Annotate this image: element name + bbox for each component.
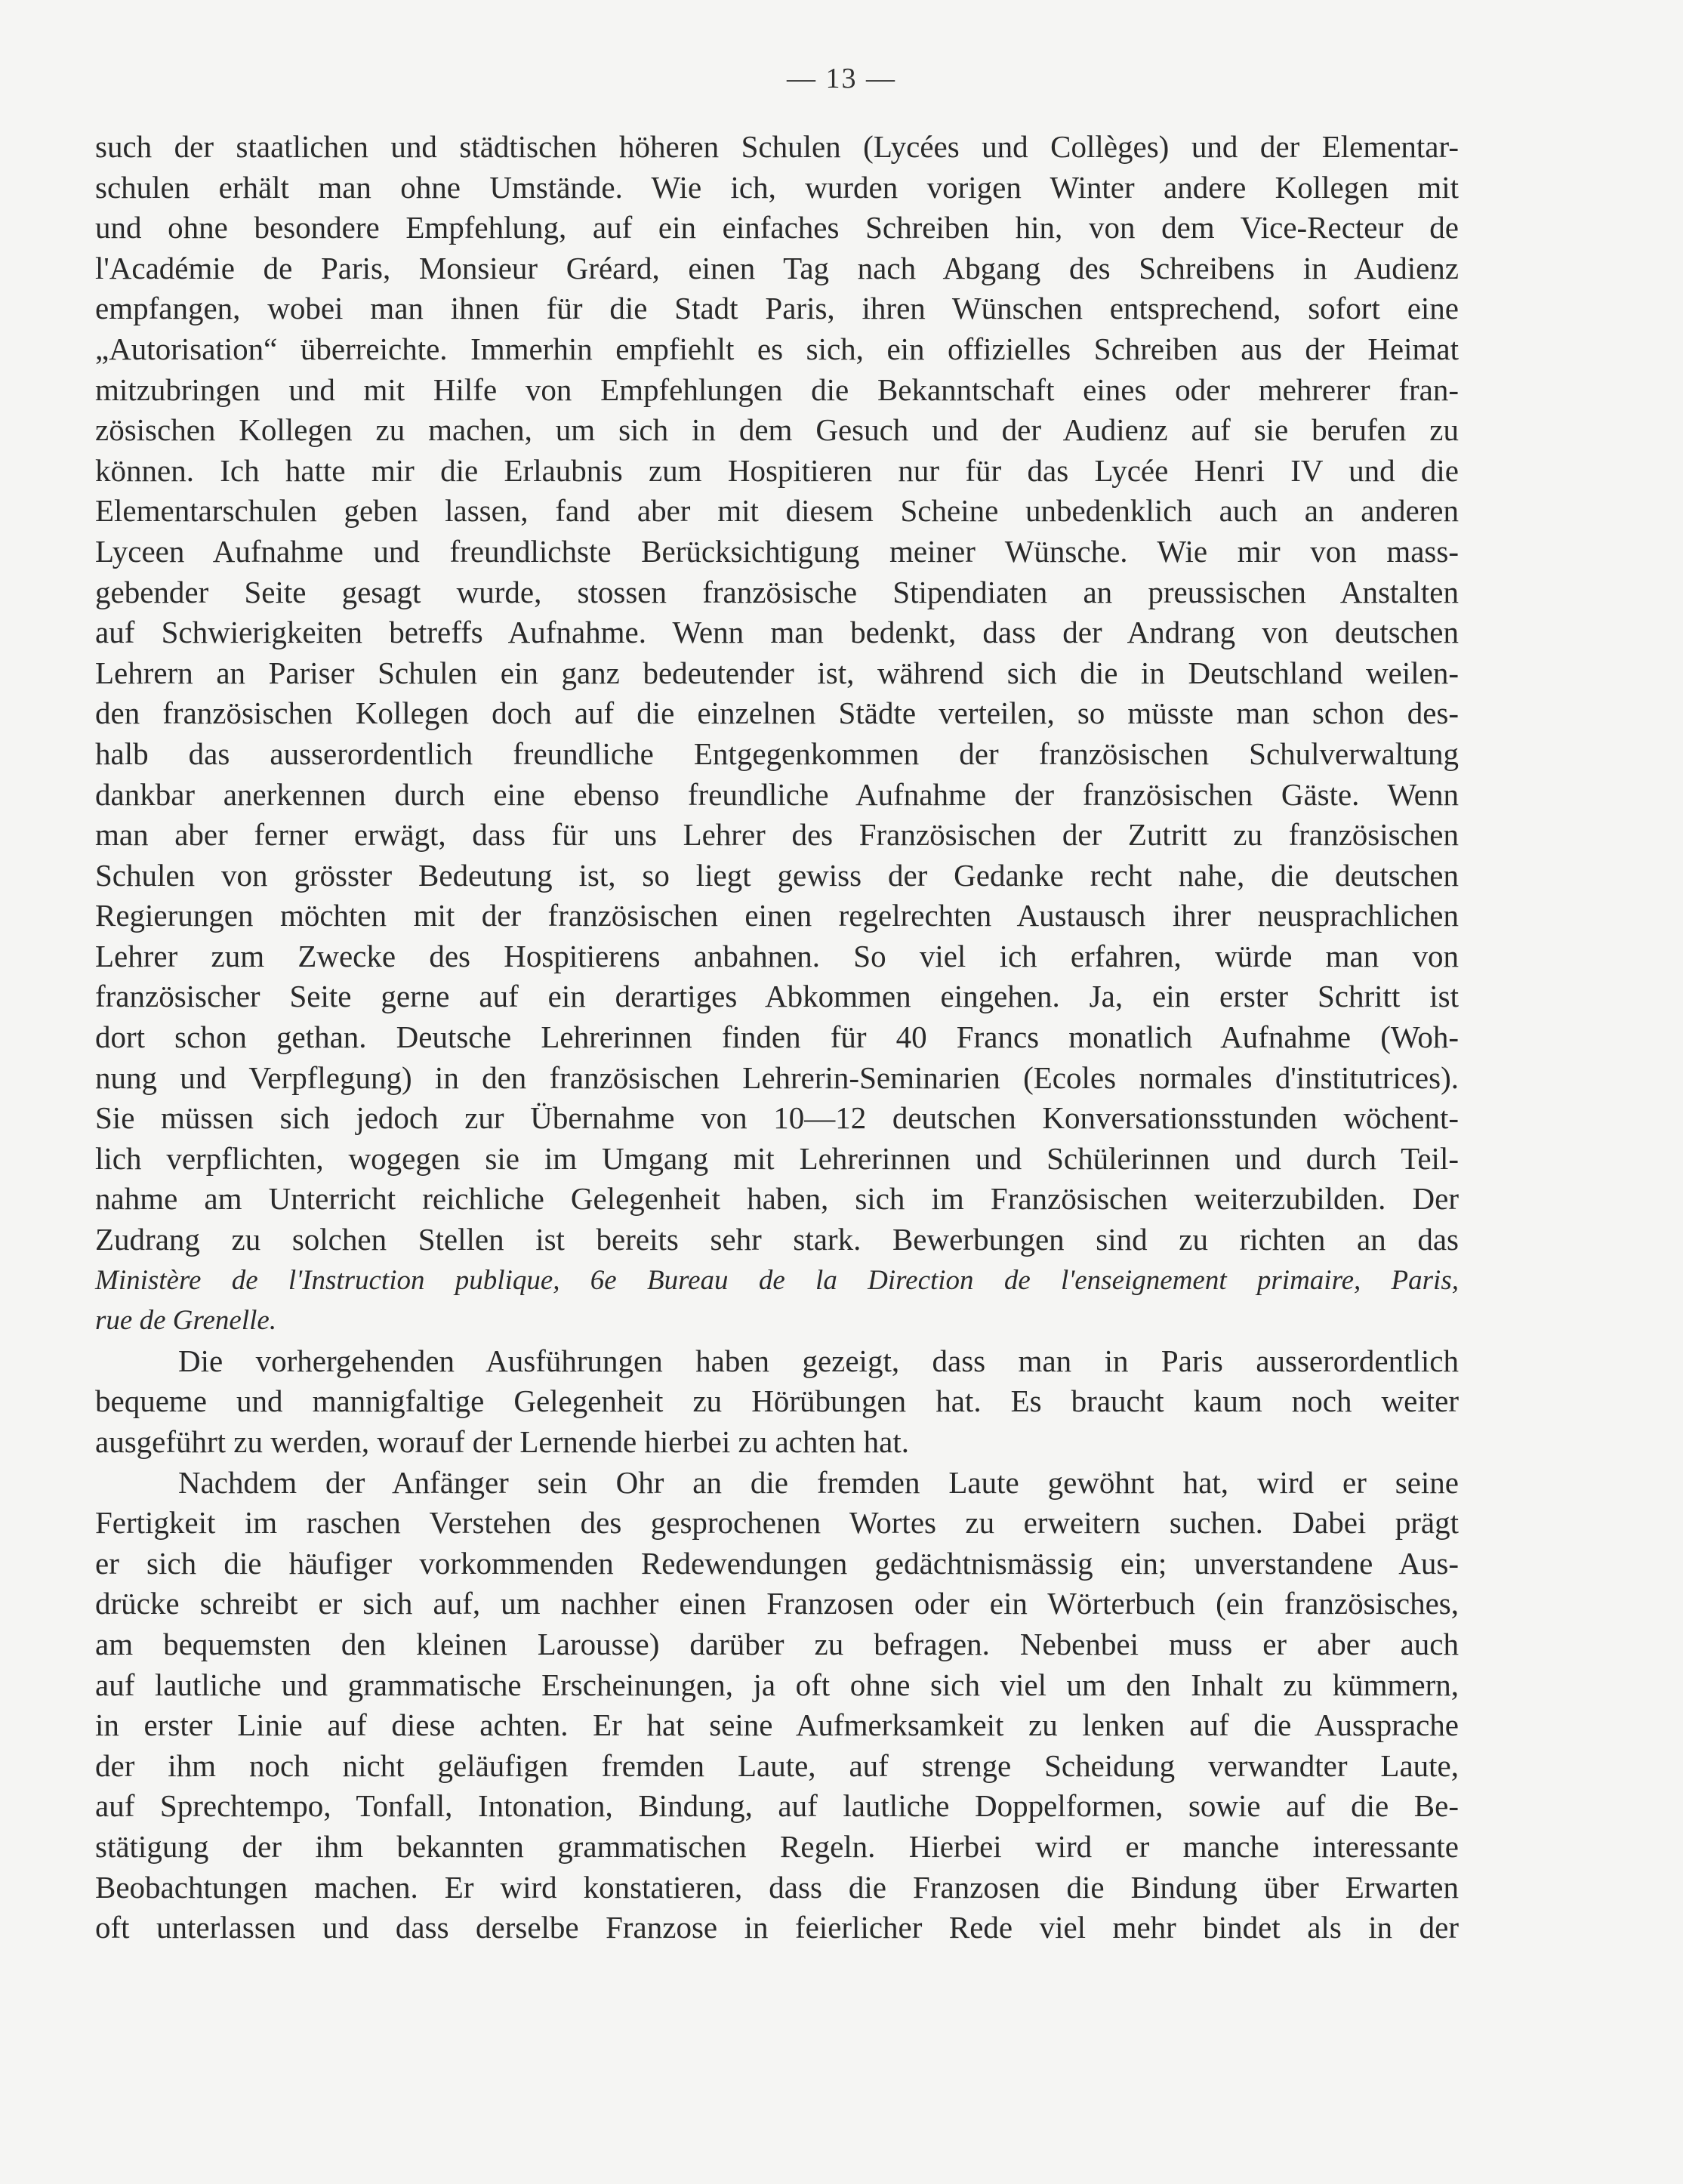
page-number: — 13 — — [787, 63, 896, 94]
text-line: Sie müssen sich jedoch zur Übernahme von 10—12 deutschen Konversationsstunden wöchent- — [95, 1100, 1459, 1136]
paragraph-3 — [95, 1463, 1459, 1948]
text-line: französischer Seite gerne auf ein derartiges Abkommen eingehen. Ja, ein erster Schritt ist — [95, 979, 1459, 1014]
text-line: zösischen Kollegen zu machen, um sich in dem Gesuch und der Audienz auf sie berufen zu — [95, 412, 1459, 448]
text-line: stätigung der ihm bekannten grammatischen Regeln. Hierbei wird er manche interessante — [95, 1828, 1459, 1864]
text-line: l'Académie de Paris, Monsieur Gréard, einen Tag nach Abgang des Schreibens in Audienz — [95, 250, 1459, 285]
text-line: der ihm noch nicht geläufigen fremden Laute, auf strenge Scheidung verwandter Laute, — [95, 1748, 1459, 1783]
text-line: drücke schreibt er sich auf, um nachher einen Franzosen oder ein Wörterbuch (ein französisches, — [95, 1586, 1459, 1621]
text-line: auf Sprechtempo, Tonfall, Intonation, Bindung, auf lautliche Doppelformen, sowie auf die Be- — [95, 1788, 1459, 1824]
text-line: dort schon gethan. Deutsche Lehrerinnen finden für 40 Francs monatlich Aufnahme (Woh- — [95, 1020, 1459, 1055]
text-line: Fertigkeit im raschen Verstehen des gesprochenen Wortes zu erweitern suchen. Dabei prägt — [95, 1505, 1459, 1541]
text-line: können. Ich hatte mir die Erlaubnis zum Hospitieren nur für das Lycée Henri IV und die — [95, 452, 1459, 488]
paragraph-2 — [95, 1341, 1459, 1463]
text-line: Schulen von grösster Bedeutung ist, so liegt gewiss der Gedanke recht nahe, die deutschen — [95, 857, 1459, 893]
text-line: Zudrang zu solchen Stellen ist bereits sehr stark. Bewerbungen sind zu richten an das — [95, 1222, 1459, 1257]
text-line: am bequemsten den kleinen Larousse) darüber zu befragen. Nebenbei muss er aber auch — [95, 1626, 1459, 1661]
text-line: schulen erhält man ohne Umstände. Wie ich, wurden vorigen Winter andere Kollegen mit — [95, 169, 1459, 205]
text-line-italic: rue de Grenelle. — [95, 1305, 277, 1337]
text-line: „Autorisation“ überreichte. Immerhin empfiehlt es sich, ein offizielles Schreiben aus der Heimat — [95, 331, 1459, 366]
body-text — [95, 127, 1459, 1948]
text-line: oft unterlassen und dass derselbe Franzose in feierlicher Rede viel mehr bindet als in der — [95, 1910, 1459, 1945]
text-line: lich verpflichten, wogegen sie im Umgang mit Lehrerinnen und Schülerinnen und durch Teil- — [95, 1140, 1459, 1176]
text-line: mitzubringen und mit Hilfe von Empfehlungen die Bekanntschaft eines oder mehrerer fran- — [95, 372, 1459, 407]
text-line: in erster Linie auf diese achten. Er hat seine Aufmerksamkeit zu lenken auf die Aussprache — [95, 1707, 1459, 1743]
text-line: bequeme und mannigfaltige Gelegenheit zu Hörübungen hat. Es braucht kaum noch weiter — [95, 1384, 1459, 1419]
text-line: empfangen, wobei man ihnen für die Stadt Paris, ihren Wünschen entsprechend, sofort eine — [95, 291, 1459, 326]
text-line: man aber ferner erwägt, dass für uns Lehrer des Französischen der Zutritt zu französischen — [95, 817, 1459, 853]
paragraph-1 — [95, 127, 1459, 1341]
text-line: ausgeführt zu werden, worauf der Lernende hierbei zu achten hat. — [95, 1424, 910, 1459]
text-line: nahme am Unterricht reichliche Gelegenheit haben, sich im Französischen weiterzubilden. Der — [95, 1181, 1459, 1217]
text-line: such der staatlichen und städtischen höheren Schulen (Lycées und Collèges) und der Elementar- — [95, 129, 1459, 164]
text-line: dankbar anerkennen durch eine ebenso freundliche Aufnahme der französischen Gäste. Wenn — [95, 776, 1459, 812]
text-line: Elementarschulen geben lassen, fand aber mit diesem Scheine unbedenklich auch an anderen — [95, 493, 1459, 529]
text-line-italic: Ministère de l'Instruction publique, 6e Bureau de la Direction de l'enseignement primaire, Paris, — [95, 1264, 1459, 1296]
text-line: Die vorhergehenden Ausführungen haben gezeigt, dass man in Paris ausserordentlich — [178, 1343, 1459, 1378]
text-line: Nachdem der Anfänger sein Ohr an die fremden Laute gewöhnt hat, wird er seine — [178, 1464, 1459, 1500]
text-line: Lehrer zum Zwecke des Hospitierens anbahnen. So viel ich erfahren, würde man von — [95, 938, 1459, 973]
text-line: Lehrern an Pariser Schulen ein ganz bedeutender ist, während sich die in Deutschland weilen- — [95, 655, 1459, 690]
text-line: Lyceen Aufnahme und freundlichste Berücksichtigung meiner Wünsche. Wie mir von mass- — [95, 533, 1459, 569]
text-line: Regierungen möchten mit der französischen einen regelrechten Austausch ihrer neusprachlichen — [95, 898, 1459, 933]
text-line: halb das ausserordentlich freundliche Entgegenkommen der französischen Schulverwaltung — [95, 736, 1459, 771]
text-line: auf lautliche und grammatische Erscheinungen, ja oft ohne sich viel um den Inhalt zu kümmern, — [95, 1667, 1459, 1702]
text-line: nung und Verpflegung) in den französischen Lehrerin-Seminarien (Ecoles normales d'institutrices). — [95, 1060, 1459, 1095]
text-line: Beobachtungen machen. Er wird konstatieren, dass die Franzosen die Bindung über Erwarten — [95, 1869, 1459, 1905]
text-line: er sich die häufiger vorkommenden Redewendungen gedächtnismässig ein; unverstandene Aus- — [95, 1545, 1459, 1581]
text-line: gebender Seite gesagt wurde, stossen französische Stipendiaten an preussischen Anstalten — [95, 574, 1459, 609]
text-line: und ohne besondere Empfehlung, auf ein einfaches Schreiben hin, von dem Vice-Recteur de — [95, 210, 1459, 245]
text-line: auf Schwierigkeiten betreffs Aufnahme. Wenn man bedenkt, dass der Andrang von deutschen — [95, 615, 1459, 650]
text-line: den französischen Kollegen doch auf die einzelnen Städte verteilen, so müsste man schon des- — [95, 696, 1459, 731]
